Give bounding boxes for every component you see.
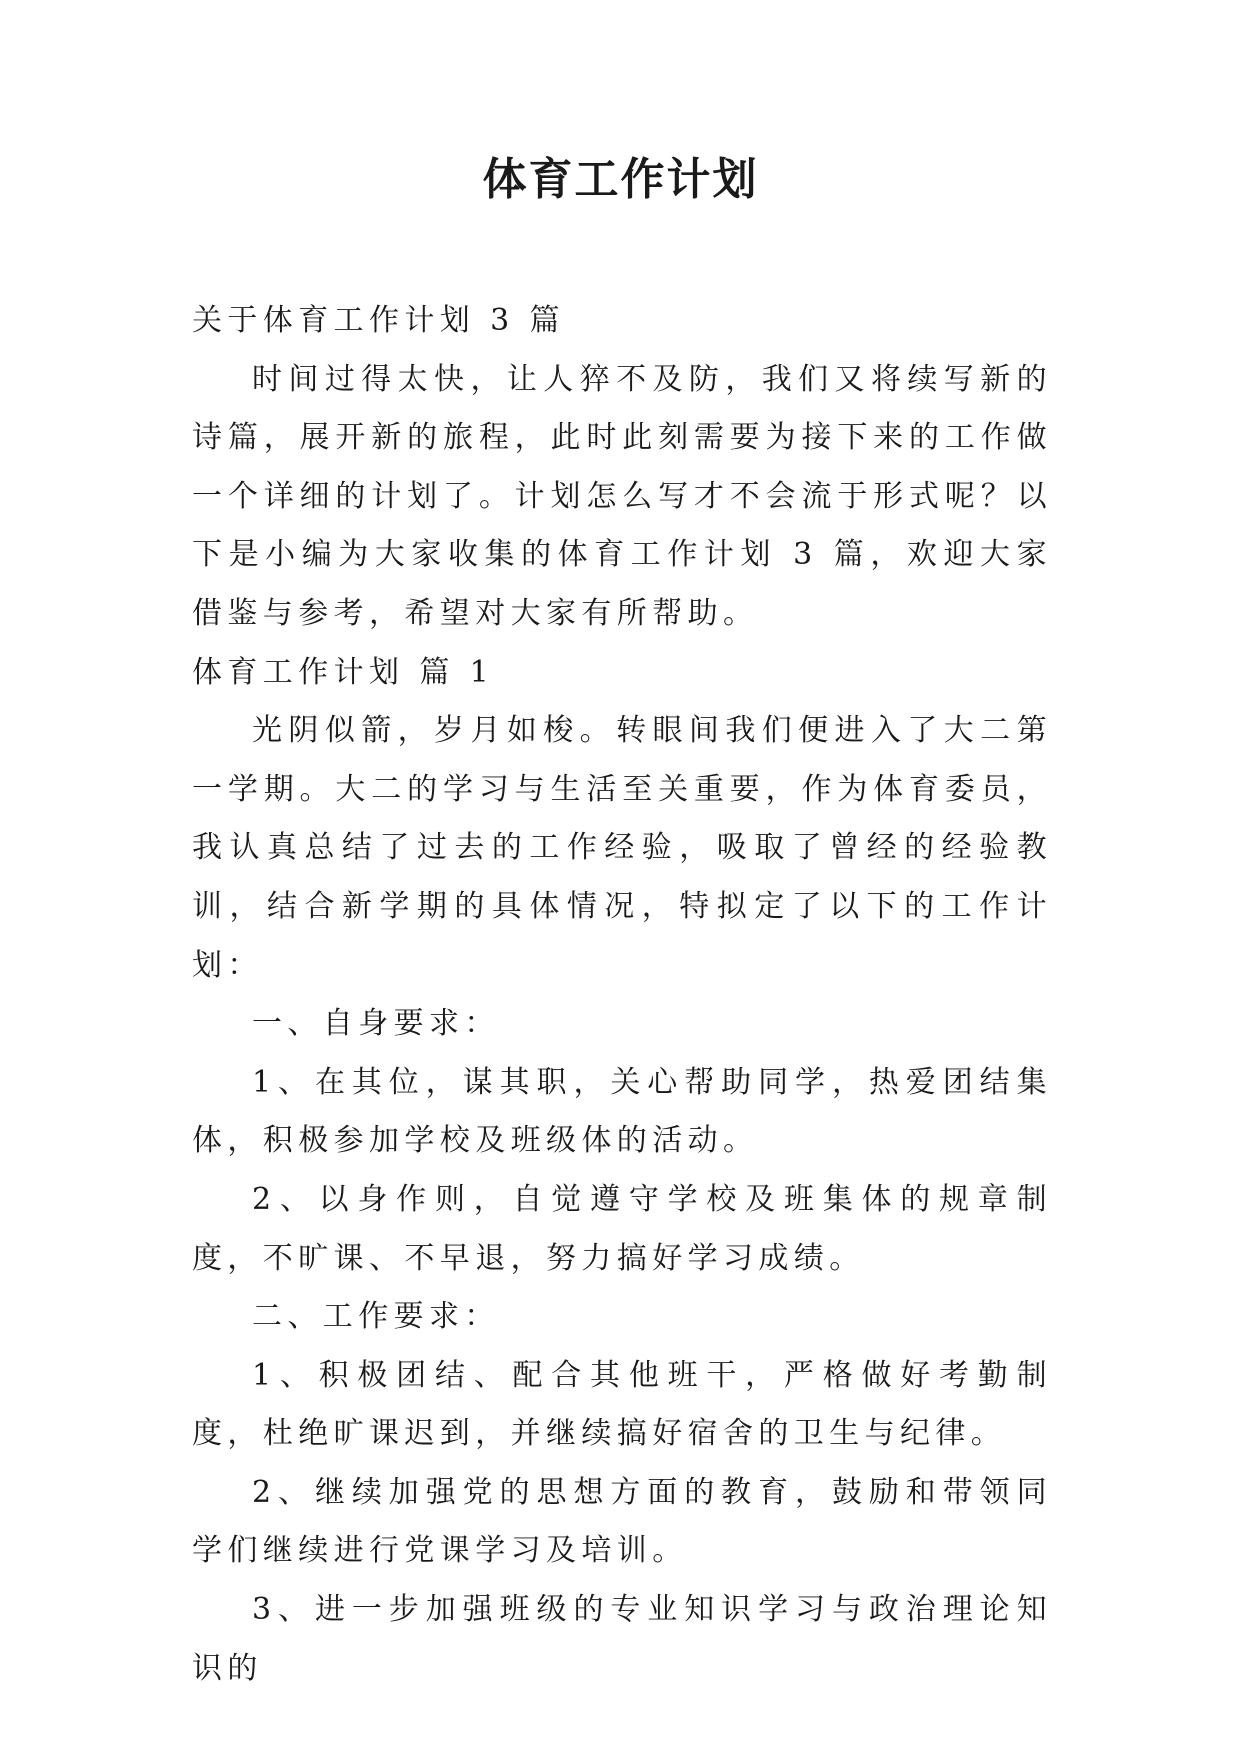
list-item: 3、进一步加强班级的专业知识学习与政治理论知识的: [192, 1592, 1052, 1686]
section-heading-part-1: 体育工作计划 篇 1: [192, 654, 495, 690]
paragraph-intro-heading: 关于体育工作计划 3 篇: [192, 303, 565, 338]
list-item: 1、积极团结、配合其他班干，严格做好考勤制度，杜绝旷课迟到，并继续搞好宿舍的卫生与纪律。: [192, 1357, 1052, 1452]
paragraph: 光阴似箭，岁月如梭。转眼间我们便进入了大二第一学期。大二的学习与生活至关重要，作为体育委员，我认真总结了过去的工作经验，吸取了曾经的经验教训，结合新学期的具体情况，特拟定了以下的工作计划：: [192, 713, 1052, 983]
subheading-self-requirements: 一、自身要求：: [252, 1006, 500, 1042]
subheading-work-requirements: 二、工作要求：: [252, 1299, 500, 1335]
document-body: [192, 292, 1052, 1698]
paragraph: 时间过得太快，让人猝不及防，我们又将续写新的诗篇，展开新的旅程，此时此刻需要为接下来的工作做一个详细的计划了。计划怎么写才不会流于形式呢？以下是小编为大家收集的体育工作计划 3 篇，欢迎大家借鉴与参考，希望对大家有所帮助。: [192, 361, 1052, 631]
document-title: 体育工作计划: [482, 154, 759, 205]
list-item: 2、以身作则，自觉遵守学校及班集体的规章制度，不旷课、不早退，努力搞好学习成绩。: [192, 1181, 1052, 1276]
list-item: 1、在其位，谋其职，关心帮助同学，热爱团结集体，积极参加学校及班级体的活动。: [192, 1064, 1052, 1159]
list-item: 2、继续加强党的思想方面的教育，鼓励和带领同学们继续进行党课学习及培训。: [192, 1474, 1052, 1569]
